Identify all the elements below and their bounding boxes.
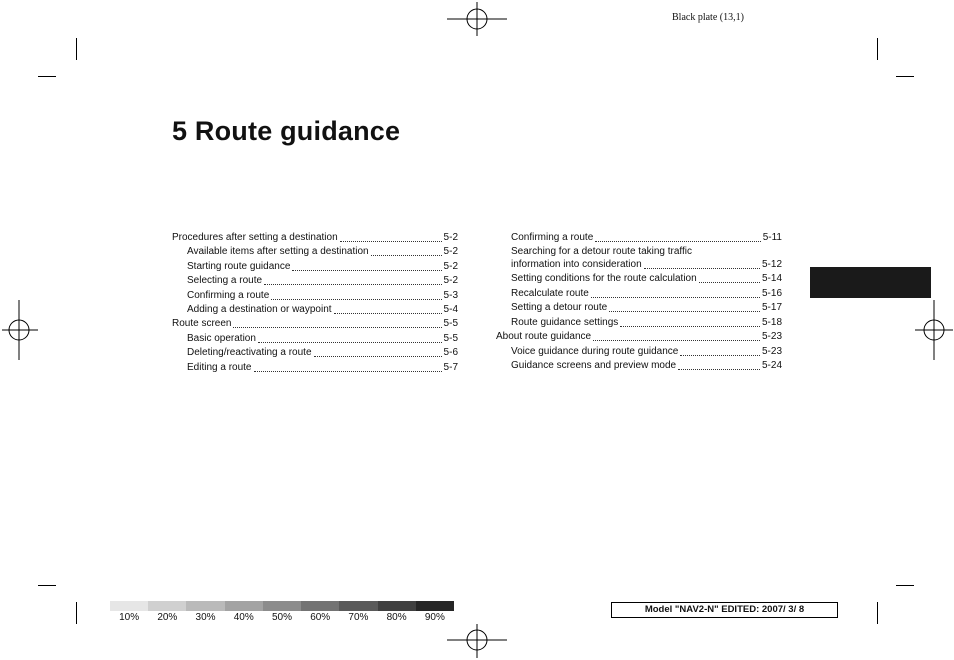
toc-entry[interactable]: Starting route guidance 5-2 [187,261,458,272]
toc-entry[interactable]: Adding a destination or waypoint 5-4 [187,304,458,315]
plate-label: Black plate (13,1) [672,12,744,23]
chapter-tab [810,267,931,298]
toc-entry[interactable]: Editing a route 5-7 [187,362,458,373]
toc-entry[interactable]: Route guidance settings 5-18 [511,317,782,328]
toc-entry[interactable]: Setting a detour route 5-17 [511,302,782,313]
crop-mark [76,602,77,624]
density-scale-bar [110,601,454,611]
crop-mark [877,38,878,60]
registration-target-top [447,0,507,40]
toc-entry[interactable]: Selecting a route 5-2 [187,275,458,286]
density-scale-labels: 10% 20% 30% 40% 50% 60% 70% 80% 90% [119,612,445,623]
page-title: 5 Route guidance [172,116,401,146]
registration-target-right [913,300,954,360]
crop-mark [76,38,77,60]
registration-target-bottom [447,622,507,660]
crop-mark [38,76,56,77]
toc-entry[interactable]: Basic operation 5-5 [187,333,458,344]
toc-entry[interactable]: Available items after setting a destination 5-2 [187,246,458,257]
crop-mark [896,585,914,586]
registration-target-left [0,300,40,360]
toc-entry[interactable]: Route screen 5-5 [172,318,458,329]
toc-entry[interactable]: Voice guidance during route guidance 5-23 [511,346,782,357]
crop-mark [38,585,56,586]
crop-mark [896,76,914,77]
model-edited-box: Model "NAV2-N" EDITED: 2007/ 3/ 8 [611,602,838,618]
toc-entry[interactable]: Confirming a route 5-3 [187,290,458,301]
toc-entry[interactable]: Recalculate route 5-16 [511,288,782,299]
crop-mark [877,602,878,624]
toc-entry[interactable]: Procedures after setting a destination 5-2 [172,232,458,243]
toc-entry[interactable]: Guidance screens and preview mode 5-24 [511,360,782,371]
toc-entry[interactable]: information into consideration 5-12 [511,259,782,270]
toc-entry[interactable]: Deleting/reactivating a route 5-6 [187,347,458,358]
toc-entry[interactable]: Confirming a route 5-11 [511,232,782,243]
toc-entry[interactable]: Setting conditions for the route calculation 5-14 [511,273,782,284]
toc-entry-line[interactable]: Searching for a detour route taking traffic [511,246,693,257]
toc-entry[interactable]: About route guidance 5-23 [496,331,782,342]
